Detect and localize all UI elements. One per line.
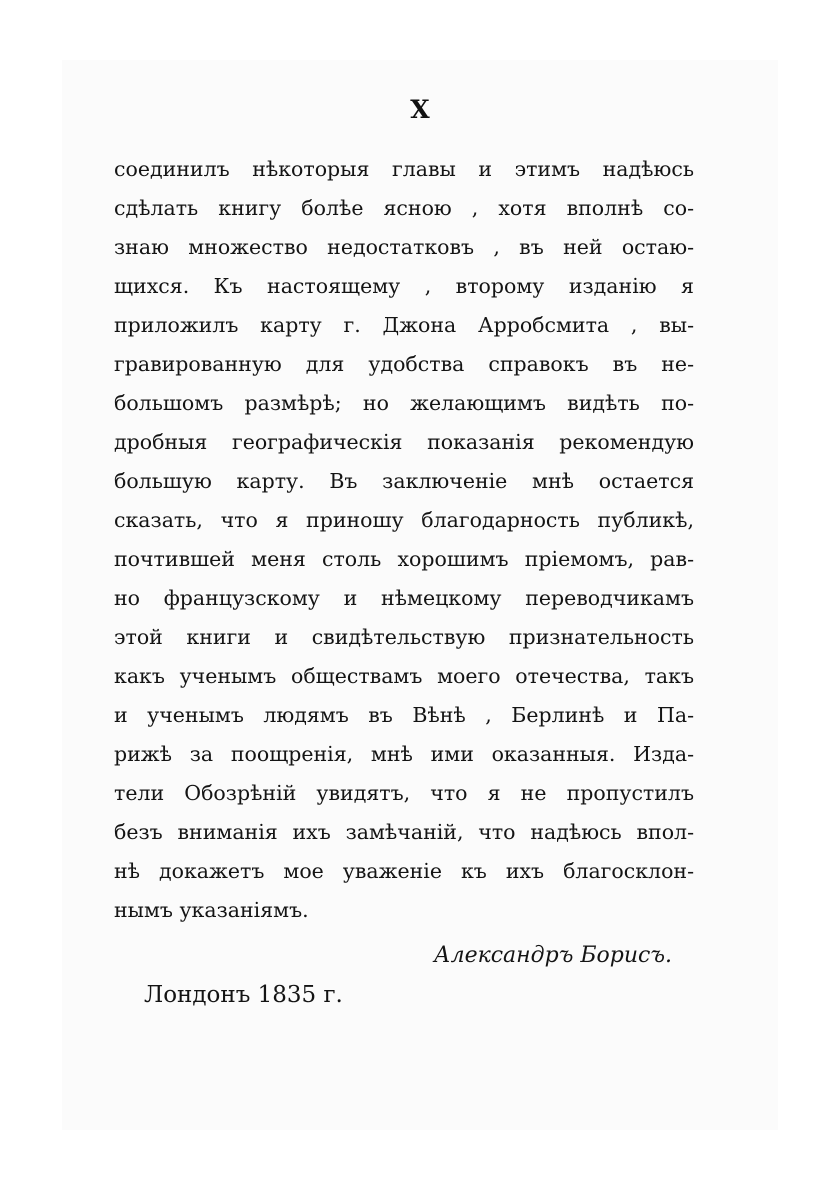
text-line: этой книги и свидѣтельствую признательность	[114, 625, 694, 649]
text-line: большую карту. Въ заключеніе мнѣ остается	[114, 469, 694, 493]
body-text	[114, 150, 694, 930]
text-line: почтившей меня столь хорошимъ пріемомъ, рав-	[114, 547, 694, 571]
author-signature: Александръ Борисъ.	[433, 943, 672, 968]
text-line: соединилъ нѣкоторыя главы и этимъ надѣюсь	[114, 157, 694, 181]
text-line: безъ вниманія ихъ замѣчаній, что надѣюсь впол-	[114, 820, 694, 844]
text-line: сдѣлать книгу болѣе ясною , хотя вполнѣ со-	[114, 196, 694, 220]
text-line: щихся. Къ настоящему , второму изданію я	[114, 274, 694, 298]
text-line: рижѣ за поощренія, мнѣ ими оказанныя. Изда-	[114, 742, 694, 766]
text-line: дробныя географическія показанія рекомендую	[114, 430, 694, 454]
text-line: приложилъ карту г. Джона Арробсмита , вы-	[114, 313, 694, 337]
text-line: большомъ размѣрѣ; но желающимъ видѣть по-	[114, 391, 694, 415]
page-number: X	[410, 95, 430, 124]
text-line: и ученымъ людямъ въ Вѣнѣ , Берлинѣ и Па-	[114, 703, 694, 727]
text-line: нѣ докажетъ мое уваженіе къ ихъ благосклон-	[114, 859, 694, 883]
text-line: сказать, что я приношу благодарность публикѣ,	[114, 508, 694, 532]
text-line: тели Обозрѣній увидятъ, что я не пропустилъ	[114, 781, 694, 805]
place-date: Лондонъ 1835 г.	[144, 982, 343, 1008]
text-line: знаю множество недостатковъ , въ ней остаю-	[114, 235, 694, 259]
text-line: гравированную для удобства справокъ въ не-	[114, 352, 694, 376]
text-line: нымъ указаніямъ.	[114, 898, 309, 922]
text-line: но французскому и нѣмецкому переводчикамъ	[114, 586, 694, 610]
text-line: какъ ученымъ обществамъ моего отечества, такъ	[114, 664, 694, 688]
